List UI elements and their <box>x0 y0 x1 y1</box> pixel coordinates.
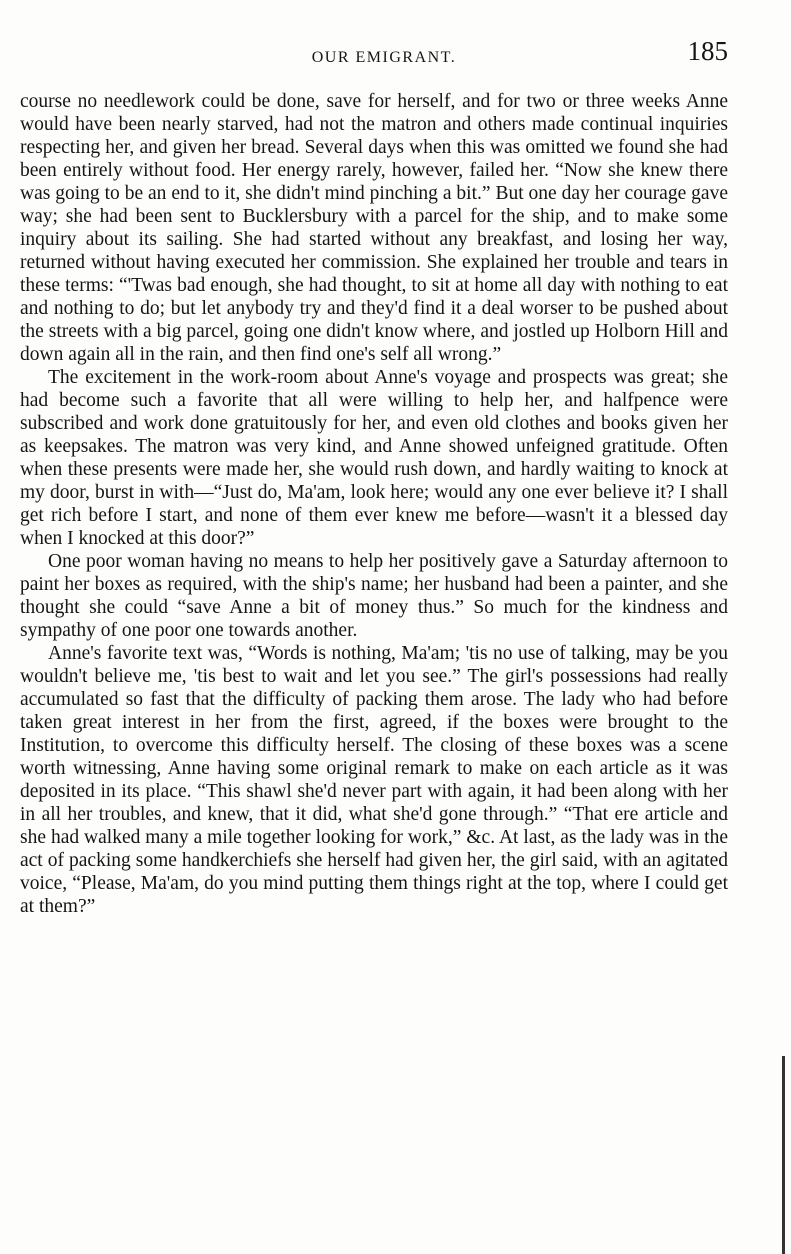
paragraph: The excitement in the work-room about Anne's voyage and prospects was great; she had become such a favorite that all were willing to help her, and halfpence were subscribed and work done gratuitously for her, and even old clothes and books given her as keepsakes. The matron was very kind, and Anne showed unfeigned gratitude. Often when these presents were made her, she would rush down, and hardly waiting to knock at my door, burst in with—“Just do, Ma'am, look here; would any one ever believe it? I shall get rich before I start, and none of them ever knew me before—wasn't it a blessed day when I knocked at this door?” <box>20 367 728 549</box>
running-title: OUR EMIGRANT. <box>311 49 457 66</box>
book-page <box>20 0 728 1254</box>
page-edge-rule <box>782 1056 785 1254</box>
page-number: 185 <box>687 36 728 66</box>
paragraph: Anne's favorite text was, “Words is nothing, Ma'am; 'tis no use of talking, may be you wouldn't believe me, 'tis best to wait and let you see.” The girl's possessions had really accumulated so fast that the difficulty of packing them arose. The lady who had before taken great interest in her from the first, agreed, if the boxes were brought to the Institution, to overcome this difficulty herself. The closing of these boxes was a scene worth witnessing, Anne having some original remark to make on each article as it was deposited in its place. “This shawl she'd never part with again, it had been along with her in all her troubles, and knew, that it did, what she'd gone through.” “That ere article and she had walked many a mile together looking for work,” &c. At last, as the lady was in the act of packing some handkerchiefs she herself had given her, the girl said, with an agitated voice, “Please, Ma'am, do you mind putting them things right at the top, where I could get at them?” <box>20 643 728 917</box>
page-header <box>20 36 728 76</box>
body-text <box>20 90 728 918</box>
paragraph: One poor woman having no means to help her positively gave a Saturday afternoon to paint her boxes as required, with the ship's name; her husband had been a painter, and she thought she could “save Anne a bit of money thus.” So much for the kindness and sympathy of one poor one towards another. <box>20 551 728 641</box>
paragraph: course no needlework could be done, save for herself, and for two or three weeks Anne would have been nearly starved, had not the matron and others made continual inquiries respecting her, and given her bread. Several days when this was omitted we found she had been entirely without food. Her energy rarely, however, failed her. “Now she knew there was going to be an end to it, she didn't mind pinching a bit.” But one day her courage gave way; she had been sent to Bucklersbury with a parcel for the ship, and to make some inquiry about its sailing. She had started without any breakfast, and losing her way, returned without having executed her commission. She explained her trouble and tears in these terms: “'Twas bad enough, she had thought, to sit at home all day with nothing to eat and nothing to do; but let anybody try and they'd find it a deal worser to be pushed about the streets with a big parcel, going one didn't know where, and jostled up Holborn Hill and down again all in the rain, and then find one's self all wrong.” <box>20 91 728 365</box>
